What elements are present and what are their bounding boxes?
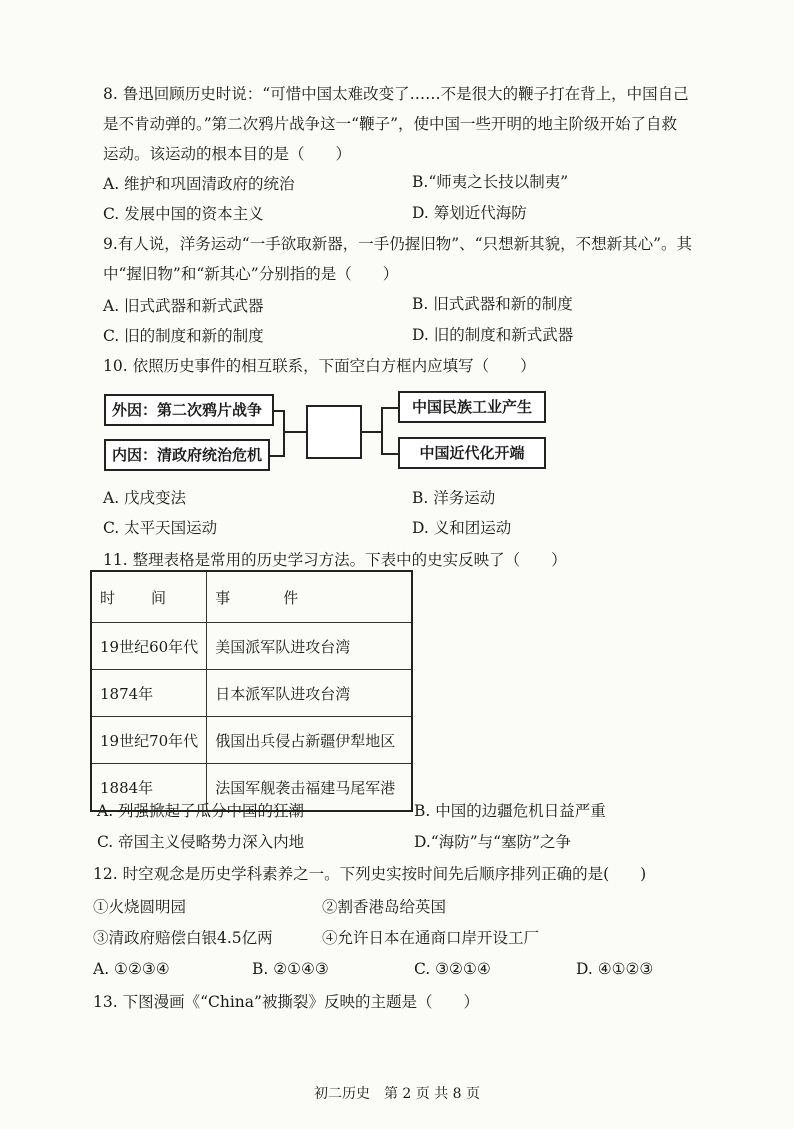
q12-item-3: ③清政府赔偿白银4.5亿两 [93,929,273,947]
connector-line [382,453,398,455]
connector-line [381,407,383,455]
diagram-box-internal-cause: 内因：清政府统治危机 [104,439,270,471]
q9-option-a[interactable]: A. 旧式武器和新式武器 [103,297,264,315]
table-row [91,717,412,764]
q8-option-b[interactable]: B.“师夷之长技以制夷” [412,173,569,191]
q9-line1: 9.有人说，洋务运动“一手欲取新器，一手仍握旧物”、“只想新其貌，不想新其心”。其 [103,235,692,253]
table-header-event: 事 件 [207,571,413,623]
q10-option-b[interactable]: B. 洋务运动 [412,489,496,507]
diagram-box-modernization: 中国近代化开端 [398,437,546,469]
table-cell-time: 1874年 [91,670,207,717]
page-footer: 初二历史 第 2 页 共 8 页 [313,1086,481,1102]
q12-item-2: ②割香港岛给英国 [322,898,447,916]
q11-option-c[interactable]: C. 帝国主义侵略势力深入内地 [97,833,305,851]
q12-line1: 12. 时空观念是历史学科素养之一。下列史实按时间先后顺序排列正确的是( ) [93,865,647,883]
q11-option-b[interactable]: B. 中国的边疆危机日益严重 [414,802,606,820]
table-cell-event: 俄国出兵侵占新疆伊犁地区 [207,717,413,764]
q10-option-c[interactable]: C. 太平天国运动 [103,519,218,537]
diagram-box-external-cause: 外因：第二次鸦片战争 [104,394,274,426]
connector-line [382,407,398,409]
q8-option-a[interactable]: A. 维护和巩固清政府的统治 [103,175,295,193]
connector-line [362,431,382,433]
table-header-row [91,571,412,623]
connector-line [283,410,285,457]
table-cell-event: 日本派军队进攻台湾 [207,670,413,717]
table-row [91,670,412,717]
q9-option-c[interactable]: C. 旧的制度和新的制度 [103,327,264,345]
table-cell-time: 1884年 [91,764,207,812]
q8-line3: 运动。该运动的根本目的是（ ） [103,145,352,163]
q12-item-4: ④允许日本在通商口岸开设工厂 [322,929,540,947]
table-row [91,623,412,670]
q8-line2: 是不肯动弹的。”第二次鸦片战争这一“鞭子”，使中国一些开明的地主阶级开始了自救 [103,115,678,133]
q9-option-d[interactable]: D. 旧的制度和新式武器 [412,326,574,344]
q12-option-c[interactable]: C. ③②①④ [414,960,491,978]
table-cell-event: 美国派军队进攻台湾 [207,623,413,670]
table-header-time: 时 间 [91,571,207,623]
q10-option-a[interactable]: A. 戊戌变法 [103,489,187,507]
q10-option-d[interactable]: D. 义和团运动 [412,519,512,537]
q10-line1: 10. 依照历史事件的相互联系，下面空白方框内应填写（ ） [103,357,536,375]
table-cell-time: 19世纪60年代 [91,623,207,670]
q12-option-a[interactable]: A. ①②③④ [93,960,170,978]
q11-line1: 11. 整理表格是常用的历史学习方法。下表中的史实反映了（ ） [103,551,567,569]
q12-item-1: ①火烧圆明园 [93,898,187,916]
q13-line1: 13. 下图漫画《“China”被撕裂》反映的主题是（ ） [93,993,479,1011]
q11-history-table [90,570,413,812]
diagram-box-national-industry: 中国民族工业产生 [398,391,546,423]
table-cell-time: 19世纪70年代 [91,717,207,764]
q12-option-d[interactable]: D. ④①②③ [576,960,654,978]
q11-option-a[interactable]: A. 列强掀起了瓜分中国的狂潮 [97,802,305,820]
connector-line [270,455,284,457]
q9-option-b[interactable]: B. 旧式武器和新的制度 [412,295,573,313]
table-cell-event: 法国军舰袭击福建马尾军港 [207,764,413,812]
q11-option-d[interactable]: D.“海防”与“塞防”之争 [414,833,571,851]
q8-option-c[interactable]: C. 发展中国的资本主义 [103,205,264,223]
q8-option-d[interactable]: D. 筹划近代海防 [412,204,527,222]
connector-line [284,431,306,433]
diagram-blank-box[interactable] [306,405,362,459]
q8-line1: 8. 鲁迅回顾历史时说：“可惜中国太难改变了……不是很大的鞭子打在背上，中国自己 [103,85,689,103]
q9-line2: 中“握旧物”和“新其心”分别指的是（ ） [103,265,399,283]
q12-option-b[interactable]: B. ②①④③ [252,960,329,978]
